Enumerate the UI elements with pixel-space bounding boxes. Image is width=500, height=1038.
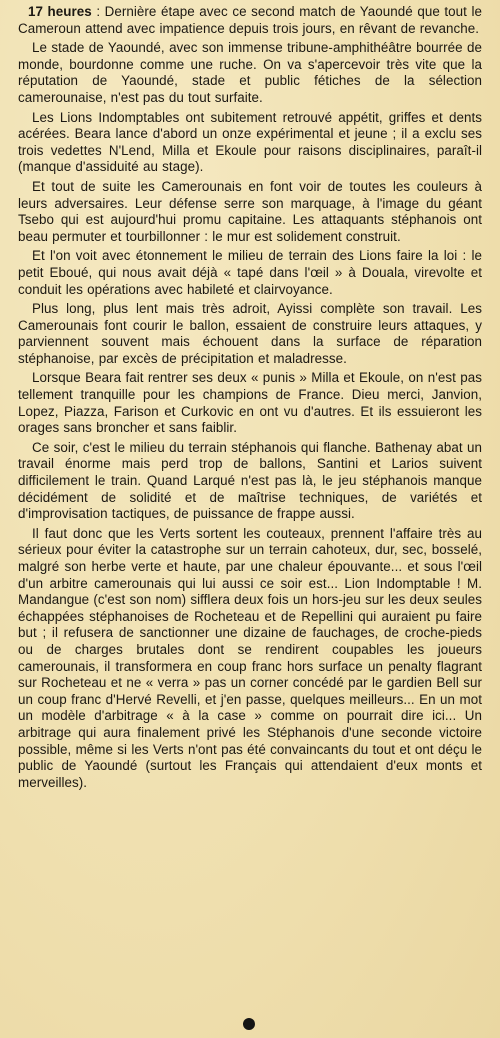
article-paragraph-4: Et tout de suite les Camerounais en font voir de toutes les couleurs à leurs adversaires. Leur défense serre son marquage, à l'image du géant Tsebo qui est aujourd'hui promu capitaine. Les attaquants stéphanois ont beau permuter et tourbillonner : le mur est solidement construit.	[18, 178, 482, 244]
article-paragraph-9: Il faut donc que les Verts sortent les couteaux, prennent l'affaire très au sérieux pour éviter la catastrophe sur un terrain cahoteux, dur, sec, bosselé, malgré son herbe verte et haute, par une chaleur épouvante... et sous l'œil d'un arbitre camerounais qui lui aussi ce soir est... Lion Indomptable ! M. Mandangue (c'est son nom) sifflera deux fois un hors-jeu sur les deux seules échappées stéphanoises de Rocheteau et de Repellini qui auraient pu faire but ; il refusera de sanctionner une dizaine de fauchages, de croche-pieds ou de charges brutales dont se rendirent coupables les joueurs camerounais, il transformera en coup franc hors surface un penalty flagrant sur Rocheteau et ne « verra » pas un corner concédé par le gardien Bell sur un coup franc d'Hervé Revelli, et j'en passe, quelques meilleurs... En un mot un modèle d'arbitrage « à la case » comme on pourrait dire ici... Un arbitrage qui aura finalement privé les Stéphanois d'une seconde victoire possible, même si les Verts n'ont pas été convaincants du tout et ont déçu le public de Yaoundé (surtout les Français qui attendaient d'eux monts et merveilles).	[18, 525, 482, 790]
article-column	[18, 4, 482, 794]
article-paragraph-5: Et l'on voit avec étonnement le milieu de terrain des Lions faire la loi : le petit Eboué, qui nous avait déjà « tapé dans l'œil » à Douala, virevolte et conduit les opérations avec habileté et clairvoyance.	[18, 248, 482, 297]
article-paragraph-3: Les Lions Indomptables ont subitement retrouvé appétit, griffes et dents acérées. Beara lance d'abord un onze expérimental et jeune ; il a exclu ses trois vedettes N'Lend, Milla et Ekoule pour raisons disciplinaires, paraît-il (manque d'assiduité au stage).	[18, 109, 482, 175]
end-of-article-bullet	[243, 1018, 255, 1030]
article-paragraph-8: Ce soir, c'est le milieu du terrain stéphanois qui flanche. Bathenay abat un travail énorme mais perd trop de ballons, Santini et Larios suivent difficilement le train. Quand Larqué n'est pas là, le jeu stéphanois manque décidément de solidité et de maîtrise techniques, de variétés et d'improvisation tactiques, de puissance de frappe aussi.	[18, 439, 482, 522]
article-paragraph-6: Plus long, plus lent mais très adroit, Ayissi complète son travail. Les Camerounais font courir le ballon, essaient de construire leurs attaques, y parviennent souvent mais échouent dans la surface de réparation stéphanoise, par excès de précipitation et maladresse.	[18, 301, 482, 366]
article-lead: 17 heures	[28, 4, 92, 19]
article-paragraph-2: Le stade de Yaoundé, avec son immense tribune-amphithéâtre bourrée de monde, bourdonne comme une ruche. On va s'apercevoir très vite que la réputation de Yaoundé, stade et public fétiches de la sélection camerounaise, n'est pas du tout surfaite.	[18, 40, 482, 105]
article-paragraph-7: Lorsque Beara fait rentrer ses deux « punis » Milla et Ekoule, on n'est pas tellement tranquille pour les champions de France. Dieu merci, Janvion, Lopez, Piazza, Farison et Curkovic en ont vu d'autres. Et ils essuieront les orages sans broncher et sans faiblir.	[18, 370, 482, 436]
article-paragraph-1-text: : Dernière étape avec ce second match de Yaoundé que tout le Cameroun attend avec impatience depuis trois jours, en rêvant de revanche.	[18, 4, 482, 36]
article-paragraph-1	[18, 4, 482, 40]
